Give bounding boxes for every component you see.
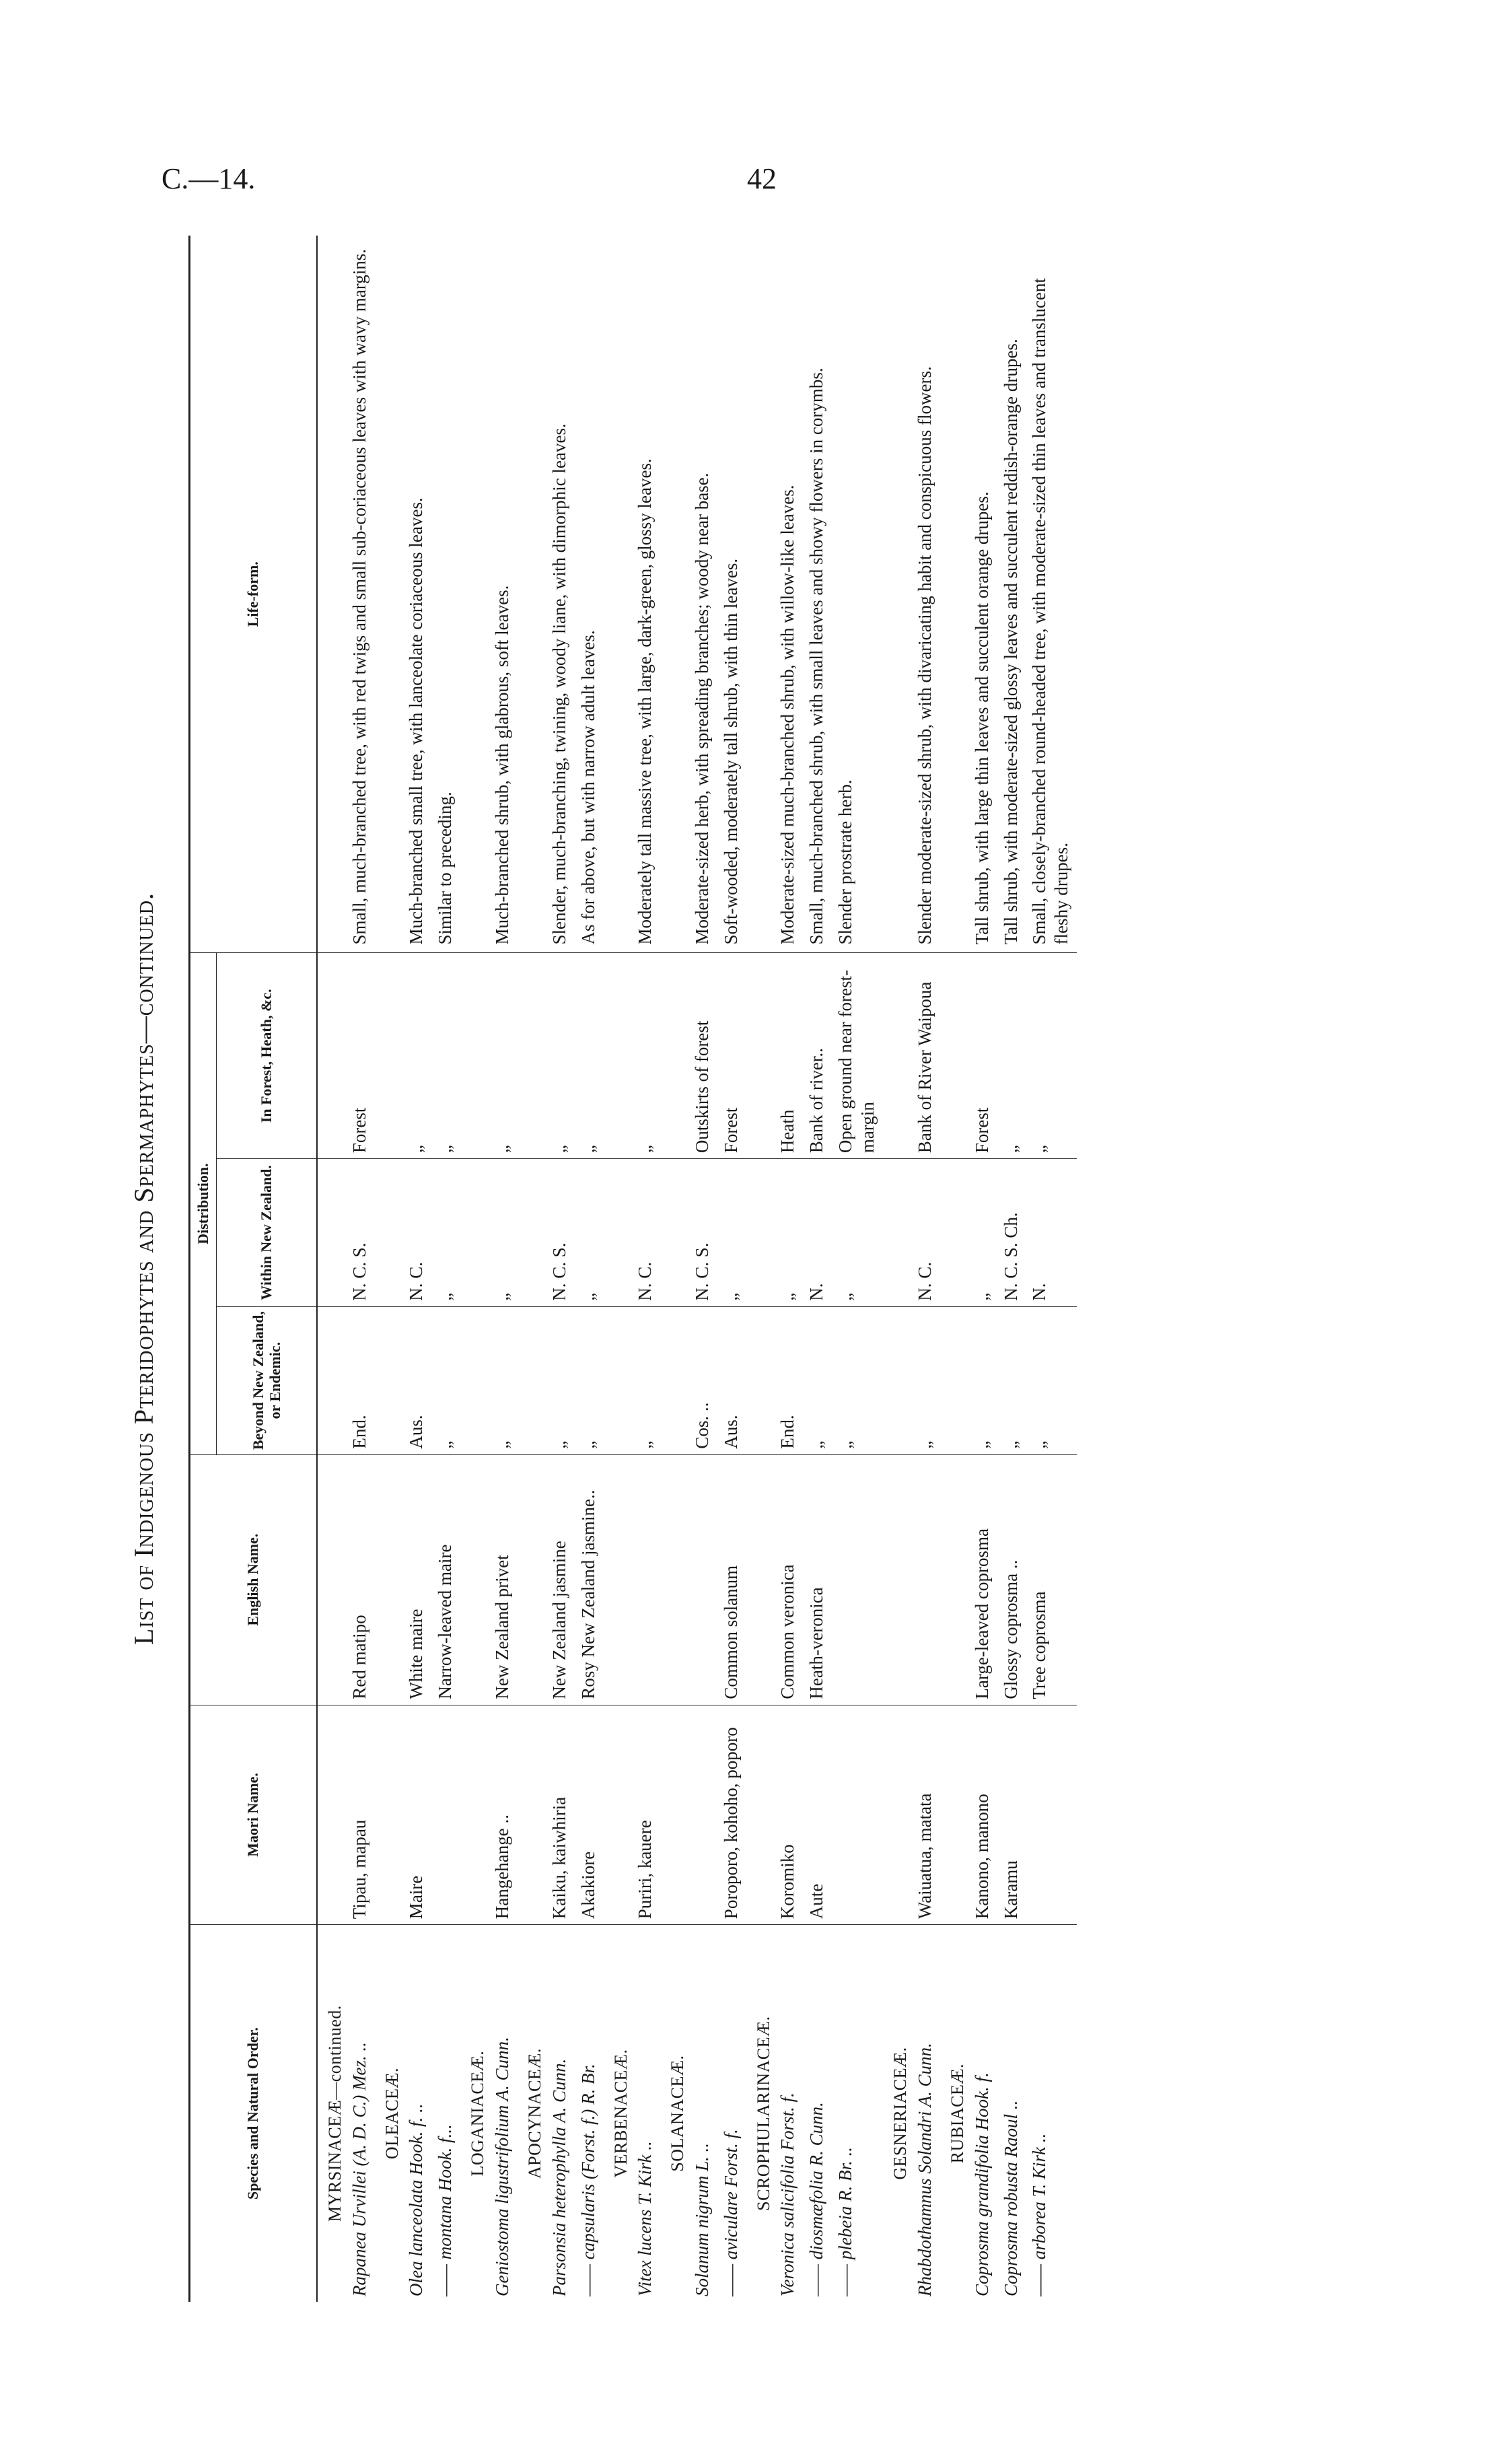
cell-life: Tall shrub, with moderate-sized glossy leaves and succulent reddish-orange drupes. [997,236,1026,953]
header-english: English Name. [190,1454,318,1705]
cell-beyond: End. [346,1306,375,1454]
empty-cell [746,1306,775,1454]
cell-life: Similar to preceding. [431,236,460,953]
cell-forest: „ [402,953,431,1159]
cell-maori: Tipau, mapau [346,1705,375,1925]
cell-within: N. C. S. [688,1159,717,1307]
cell-forest: Bank of River Waipoua [911,953,940,1159]
empty-cell [375,1454,403,1705]
cell-beyond: „ [1026,1306,1077,1454]
cell-within: N. C. S. Ch. [997,1159,1026,1307]
cell-forest: Forest [346,953,375,1159]
cell-maori [1026,1705,1077,1925]
empty-cell [746,1705,775,1925]
cell-beyond: Aus. [717,1306,746,1454]
species-name: —— plebeia R. Br. .. [835,2147,856,2296]
table-row [631,236,660,2302]
cell-english: Common solanum [717,1454,746,1705]
family-name: SOLANACEÆ. [668,2055,688,2172]
empty-cell [604,1705,632,1925]
cell-beyond: Aus. [402,1306,431,1454]
cell-forest: „ [431,953,460,1159]
family-row [746,236,775,2302]
cell-species [832,1925,883,2302]
table-row [968,236,997,2302]
empty-cell [604,236,632,953]
cell-within: N. C. [402,1159,431,1307]
page-reference: C.—14. [162,162,256,195]
cell-forest: Bank of river.. [803,953,832,1159]
species-name: Coprosma grandifolia Hook. f. [971,2072,992,2296]
family-row [518,236,546,2302]
species-name: Vitex lucens T. Kirk .. [635,2141,655,2296]
header-beyond: Beyond New Zealand, or Endemic. [217,1306,318,1454]
table-row [717,236,746,2302]
empty-cell [317,1454,346,1705]
empty-cell [660,1306,688,1454]
table-row [911,236,940,2302]
family-row [604,236,632,2302]
cell-english: New Zealand privet [489,1454,518,1705]
cell-maori: Kanono, manono [968,1705,997,1925]
family-name: GESNERIACEÆ. [890,2047,911,2180]
empty-cell [518,1705,546,1925]
cell-life: Moderate-sized herb, with spreading branches; woody near base. [688,236,717,953]
cell-within: „ [832,1159,883,1307]
cell-maori: Karamu [997,1705,1026,1925]
table-title: List of Indigenous Pteridophytes and Spermaphytes—continued. [129,892,159,1646]
species-name: —— aviculare Forst. f. [720,2129,741,2296]
family-name: MYRSINACEÆ—continued. [325,2005,345,2222]
cell-english: White maire [402,1454,431,1705]
family-name: RUBIACEÆ. [947,2063,967,2164]
family-name: LOGANIACEÆ. [468,2050,488,2177]
cell-maori [832,1705,883,1925]
empty-cell [883,1454,911,1705]
empty-cell [746,1454,775,1705]
empty-cell [460,1454,489,1705]
empty-cell [746,236,775,953]
species-name: Parsonsia heterophylla A. Cunn. [548,2058,569,2296]
empty-cell [375,1705,403,1925]
empty-cell [660,1159,688,1307]
species-table [188,236,1077,2302]
cell-beyond: „ [631,1306,660,1454]
empty-cell [375,1159,403,1307]
cell-forest: Forest [968,953,997,1159]
cell-forest: „ [997,953,1026,1159]
cell-english: Heath-veronica [803,1454,832,1705]
cell-forest: „ [575,953,604,1159]
family-name: APOCYNACEÆ. [524,2048,544,2179]
empty-cell [604,1454,632,1705]
family-name: SCROPHULARINACEÆ. [753,2016,773,2211]
empty-cell [460,1705,489,1925]
empty-cell [883,953,911,1159]
table-row [774,236,803,2302]
table-row [546,236,575,2302]
cell-within: N. C. S. [346,1159,375,1307]
cell-english [688,1454,717,1705]
cell-forest: „ [546,953,575,1159]
empty-cell [604,1306,632,1454]
species-name: —— diosmæfolia R. Cunn. [806,2102,827,2296]
cell-life: Tall shrub, with large thin leaves and succulent orange drupes. [968,236,997,953]
cell-within: „ [489,1159,518,1307]
cell-species [546,1925,575,2302]
rotated-table-block [128,236,1299,2302]
species-name: —— arborea T. Kirk .. [1029,2133,1050,2296]
empty-cell [317,1306,346,1454]
cell-species [911,1925,940,2302]
cell-beyond: „ [911,1306,940,1454]
cell-life: Much-branched shrub, with glabrous, soft leaves. [489,236,518,953]
cell-within: N. C. [911,1159,940,1307]
cell-life: Small, much-branched shrub, with small leaves and showy flowers in corymbs. [803,236,832,953]
cell-within: „ [575,1159,604,1307]
cell-english [832,1454,883,1705]
cell-within: „ [717,1159,746,1307]
family-name: OLEACEÆ. [382,2068,402,2160]
species-name: Rhabdothamnus Solandri A. Cunn. [914,2043,935,2296]
cell-within: N. [803,1159,832,1307]
empty-cell [883,236,911,953]
empty-cell [660,1454,688,1705]
cell-maori: Maire [402,1705,431,1925]
empty-cell [375,1306,403,1454]
empty-cell [460,236,489,953]
empty-cell [317,236,346,953]
cell-life: Small, much-branched tree, with red twigs and small sub-coriaceous leaves with wavy margins. [346,236,375,953]
species-name: Veronica salicifolia Forst. f. [777,2092,798,2296]
empty-cell [940,1454,968,1705]
cell-english: Rosy New Zealand jasmine.. [575,1454,604,1705]
cell-species [717,1925,746,2302]
table-row [575,236,604,2302]
cell-beyond: „ [489,1306,518,1454]
empty-cell [518,236,546,953]
cell-beyond: Cos. .. [688,1306,717,1454]
page-number: 42 [747,162,777,195]
cell-beyond: „ [832,1306,883,1454]
cell-forest: Outskirts of forest [688,953,717,1159]
cell-life: Slender prostrate herb. [832,236,883,953]
cell-maori: Poroporo, kohoho, poporo [717,1705,746,1925]
empty-cell [317,953,346,1159]
empty-cell [460,953,489,1159]
cell-forest: „ [631,953,660,1159]
family-row [883,236,911,2302]
cell-species [997,1925,1026,2302]
cell-maori: Koromiko [774,1705,803,1925]
cell-beyond: „ [997,1306,1026,1454]
cell-maori: Kaiku, kaiwhiria [546,1705,575,1925]
header-within: Within New Zealand. [217,1159,318,1307]
table-row [688,236,717,2302]
empty-cell [604,1159,632,1307]
cell-life: As for above, but with narrow adult leaves. [575,236,604,953]
cell-maori: Puriri, kauere [631,1705,660,1925]
cell-species [803,1925,832,2302]
cell-beyond: End. [774,1306,803,1454]
cell-maori [688,1705,717,1925]
cell-species [968,1925,997,2302]
empty-cell [317,1159,346,1307]
species-name: Coprosma robusta Raoul .. [1000,2100,1021,2296]
empty-cell [883,1159,911,1307]
empty-cell [460,1306,489,1454]
empty-cell [940,1159,968,1307]
cell-english: Glossy coprosma .. [997,1454,1026,1705]
empty-cell [883,1306,911,1454]
species-name: Rapanea Urvillei (A. D. C.) Mez. .. [349,2042,369,2296]
empty-cell [518,1159,546,1307]
cell-species [631,1925,660,2302]
cell-life: Slender, much-branching, twining, woody liane, with dimorphic leaves. [546,236,575,953]
table-row [402,236,431,2302]
cell-species [402,1925,431,2302]
empty-cell [883,1705,911,1925]
cell-within: „ [774,1159,803,1307]
empty-cell [746,953,775,1159]
cell-maori [431,1705,460,1925]
cell-forest: Open ground near forest-margin [832,953,883,1159]
cell-within: N. C. S. [546,1159,575,1307]
family-row [375,236,403,2302]
cell-english: Narrow-leaved maire [431,1454,460,1705]
cell-species [346,1925,375,2302]
species-name: Geniostoma ligustrifolium A. Cunn. [491,2037,512,2296]
cell-within: „ [968,1159,997,1307]
header-forest: In Forest, Heath, &c. [217,953,318,1159]
table-row [997,236,1026,2302]
empty-cell [940,1705,968,1925]
header-maori: Maori Name. [190,1705,318,1925]
family-row [940,236,968,2302]
family-row [317,236,346,2302]
empty-cell [604,953,632,1159]
cell-forest: Heath [774,953,803,1159]
cell-life: Small, closely-branched round-headed tree, with moderate-sized thin leaves and translucent fleshy drupes. [1026,236,1077,953]
cell-beyond: „ [968,1306,997,1454]
species-name: Solanum nigrum L. .. [691,2142,712,2296]
cell-beyond: „ [431,1306,460,1454]
cell-english: Tree coprosma [1026,1454,1077,1705]
species-name: —— capsularis (Forst. f.) R. Br. [577,2064,598,2296]
empty-cell [940,1306,968,1454]
cell-english [631,1454,660,1705]
cell-maori: Hangehange .. [489,1705,518,1925]
cell-life: Soft-wooded, moderately tall shrub, with thin leaves. [717,236,746,953]
cell-species [688,1925,717,2302]
table-row [346,236,375,2302]
cell-english: New Zealand jasmine [546,1454,575,1705]
cell-species [431,1925,460,2302]
table-row [1026,236,1077,2302]
species-name: —— montana Hook. f... [435,2124,456,2296]
empty-cell [660,1705,688,1925]
cell-life: Moderately tall massive tree, with large, dark-green, glossy leaves. [631,236,660,953]
cell-maori: Waiuatua, matata [911,1705,940,1925]
cell-within: „ [431,1159,460,1307]
table-row [832,236,883,2302]
cell-english [911,1454,940,1705]
empty-cell [375,953,403,1159]
cell-species [774,1925,803,2302]
family-name: VERBENACEÆ. [610,2049,631,2178]
empty-cell [660,953,688,1159]
cell-forest: „ [489,953,518,1159]
table-row [431,236,460,2302]
empty-cell [746,1159,775,1307]
empty-cell [317,1705,346,1925]
cell-species [1026,1925,1077,2302]
empty-cell [518,1306,546,1454]
cell-within: N. C. [631,1159,660,1307]
family-row [460,236,489,2302]
cell-maori: Aute [803,1705,832,1925]
species-name: Olea lanceolata Hook. f. .. [406,2103,427,2296]
table-body [317,236,1077,2302]
cell-forest: „ [1026,953,1077,1159]
header-distribution: Distribution. [190,953,217,1454]
header-species: Species and Natural Order. [190,1925,318,2302]
cell-forest: Forest [717,953,746,1159]
family-row [660,236,688,2302]
cell-maori: Akakiore [575,1705,604,1925]
cell-species [575,1925,604,2302]
cell-species [489,1925,518,2302]
table-row [803,236,832,2302]
cell-life: Slender moderate-sized shrub, with divaricating habit and conspicuous flowers. [911,236,940,953]
cell-english: Large-leaved coprosma [968,1454,997,1705]
cell-within: N. [1026,1159,1077,1307]
empty-cell [940,236,968,953]
empty-cell [375,236,403,953]
cell-beyond: „ [575,1306,604,1454]
header-life-form: Life-form. [190,236,318,953]
cell-english: Common veronica [774,1454,803,1705]
empty-cell [940,953,968,1159]
cell-beyond: „ [803,1306,832,1454]
empty-cell [660,236,688,953]
table-row [489,236,518,2302]
empty-cell [518,953,546,1159]
cell-beyond: „ [546,1306,575,1454]
cell-english: Red matipo [346,1454,375,1705]
empty-cell [460,1159,489,1307]
cell-life: Much-branched small tree, with lanceolate coriaceous leaves. [402,236,431,953]
empty-cell [518,1454,546,1705]
cell-life: Moderate-sized much-branched shrub, with willow-like leaves. [774,236,803,953]
